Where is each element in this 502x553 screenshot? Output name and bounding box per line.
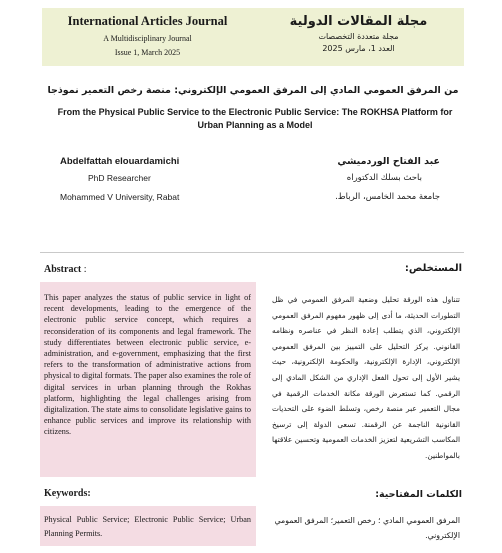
article-title-ar: من المرفق العمومي المادي إلى المرفق العمومي الإلكتروني: منصة رخص التعمير نموذجا [47,85,459,96]
journal-issue-en: Issue 1, March 2025 [114,48,181,57]
author-role-ar: باحث بسلك الدكتوراه [346,173,422,183]
author-name-ar: عبد الفتاح الوردميشي [337,156,440,167]
author-block-ar [262,156,440,202]
author-role-en: PhD Researcher [88,173,151,183]
abstract-text-ar: تتناول هذه الورقة تحليل وضعية المرفق العمومي في ظل التطورات الحديثة، ما أدى إلى ظهور مفهوم المرفق العمومي الإلكتروني، الذي يتطلب إعادة النظر في عناصره ونظامه القانوني. يركز التحليل على التمييز بين المرفق العمومي الإلكتروني، الإدارة الإلكترونية، والحكومة الإلكترونية، حيث يشير الأول إلى تحول الفعل الإداري من الشكل المادي إلى الرقمي. كما تستعرض الورقة مكانة الخدمات الرقمية في مجال التعمير عبر منصة رخص، وتسلط الضوء على التحديات القانونية الناجمة عن الرقمنة. تسعى الدولة إلى ترسيخ المكاسب التشريعية لتعزيز الخدمات العمومية وتحسين علاقتها بالمواطنين. [272,295,460,460]
journal-title-en: International Articles Journal [67,14,228,28]
article-title-en: From the Physical Public Service to the Electronic Public Service: The ROKHSA Platform for Urban Planning as a Model [57,107,453,130]
keywords-text-ar: المرفق العمومي المادي ؛ رخص التعمير؛ المرفق العمومي الإلكتروني. [274,516,460,540]
abstract-heading-en-label: Abstract [44,264,82,275]
abstract-heading-en [44,264,87,275]
abstract-text-en: This paper analyzes the status of public service in light of recent developments, leading to the emergence of the electronic public service concept, which requires a reconsideration of its components and legal framework. The study differentiates between electronic public service, e-administration, and e-government, emphasizing that the first refers to the transformation of administrative actions from physical to digital formats. The paper also examines the role of digital services in urban planning through the Rokhas platform, highlighting the legal challenges arising from digitalization. The state aims to consolidate legislative gains to enhance public services and improve its relationship with citizens. [44,293,251,437]
journal-issue-ar: العدد 1، مارس 2025 [322,44,395,53]
journal-subtitle-ar: مجلة متعددة التخصصات [318,32,399,41]
keywords-heading-en: Keywords: [44,488,91,499]
author-affiliation-ar: جامعة محمد الخامس، الرباط. [335,192,440,202]
abstract-heading-en-colon: : [81,264,87,275]
abstract-heading-ar: المستخلص: [404,263,462,274]
journal-header [42,8,464,66]
author-affiliation-en: Mohammed V University, Rabat [60,192,180,202]
author-block-en [60,156,260,202]
journal-header-arabic [253,8,464,66]
keywords-heading-ar: الكلمات المفتاحية: [375,489,462,500]
section-divider [40,252,464,253]
journal-subtitle-en: A Multidisciplinary Journal [103,34,192,43]
author-name-en: Abdelfattah elouardamichi [60,156,180,167]
journal-header-english [42,8,253,66]
journal-title-ar: مجلة المقالات الدولية [289,14,428,29]
keywords-text-en: Physical Public Service; Electronic Public Service; Urban Planning Permits. [44,515,251,538]
